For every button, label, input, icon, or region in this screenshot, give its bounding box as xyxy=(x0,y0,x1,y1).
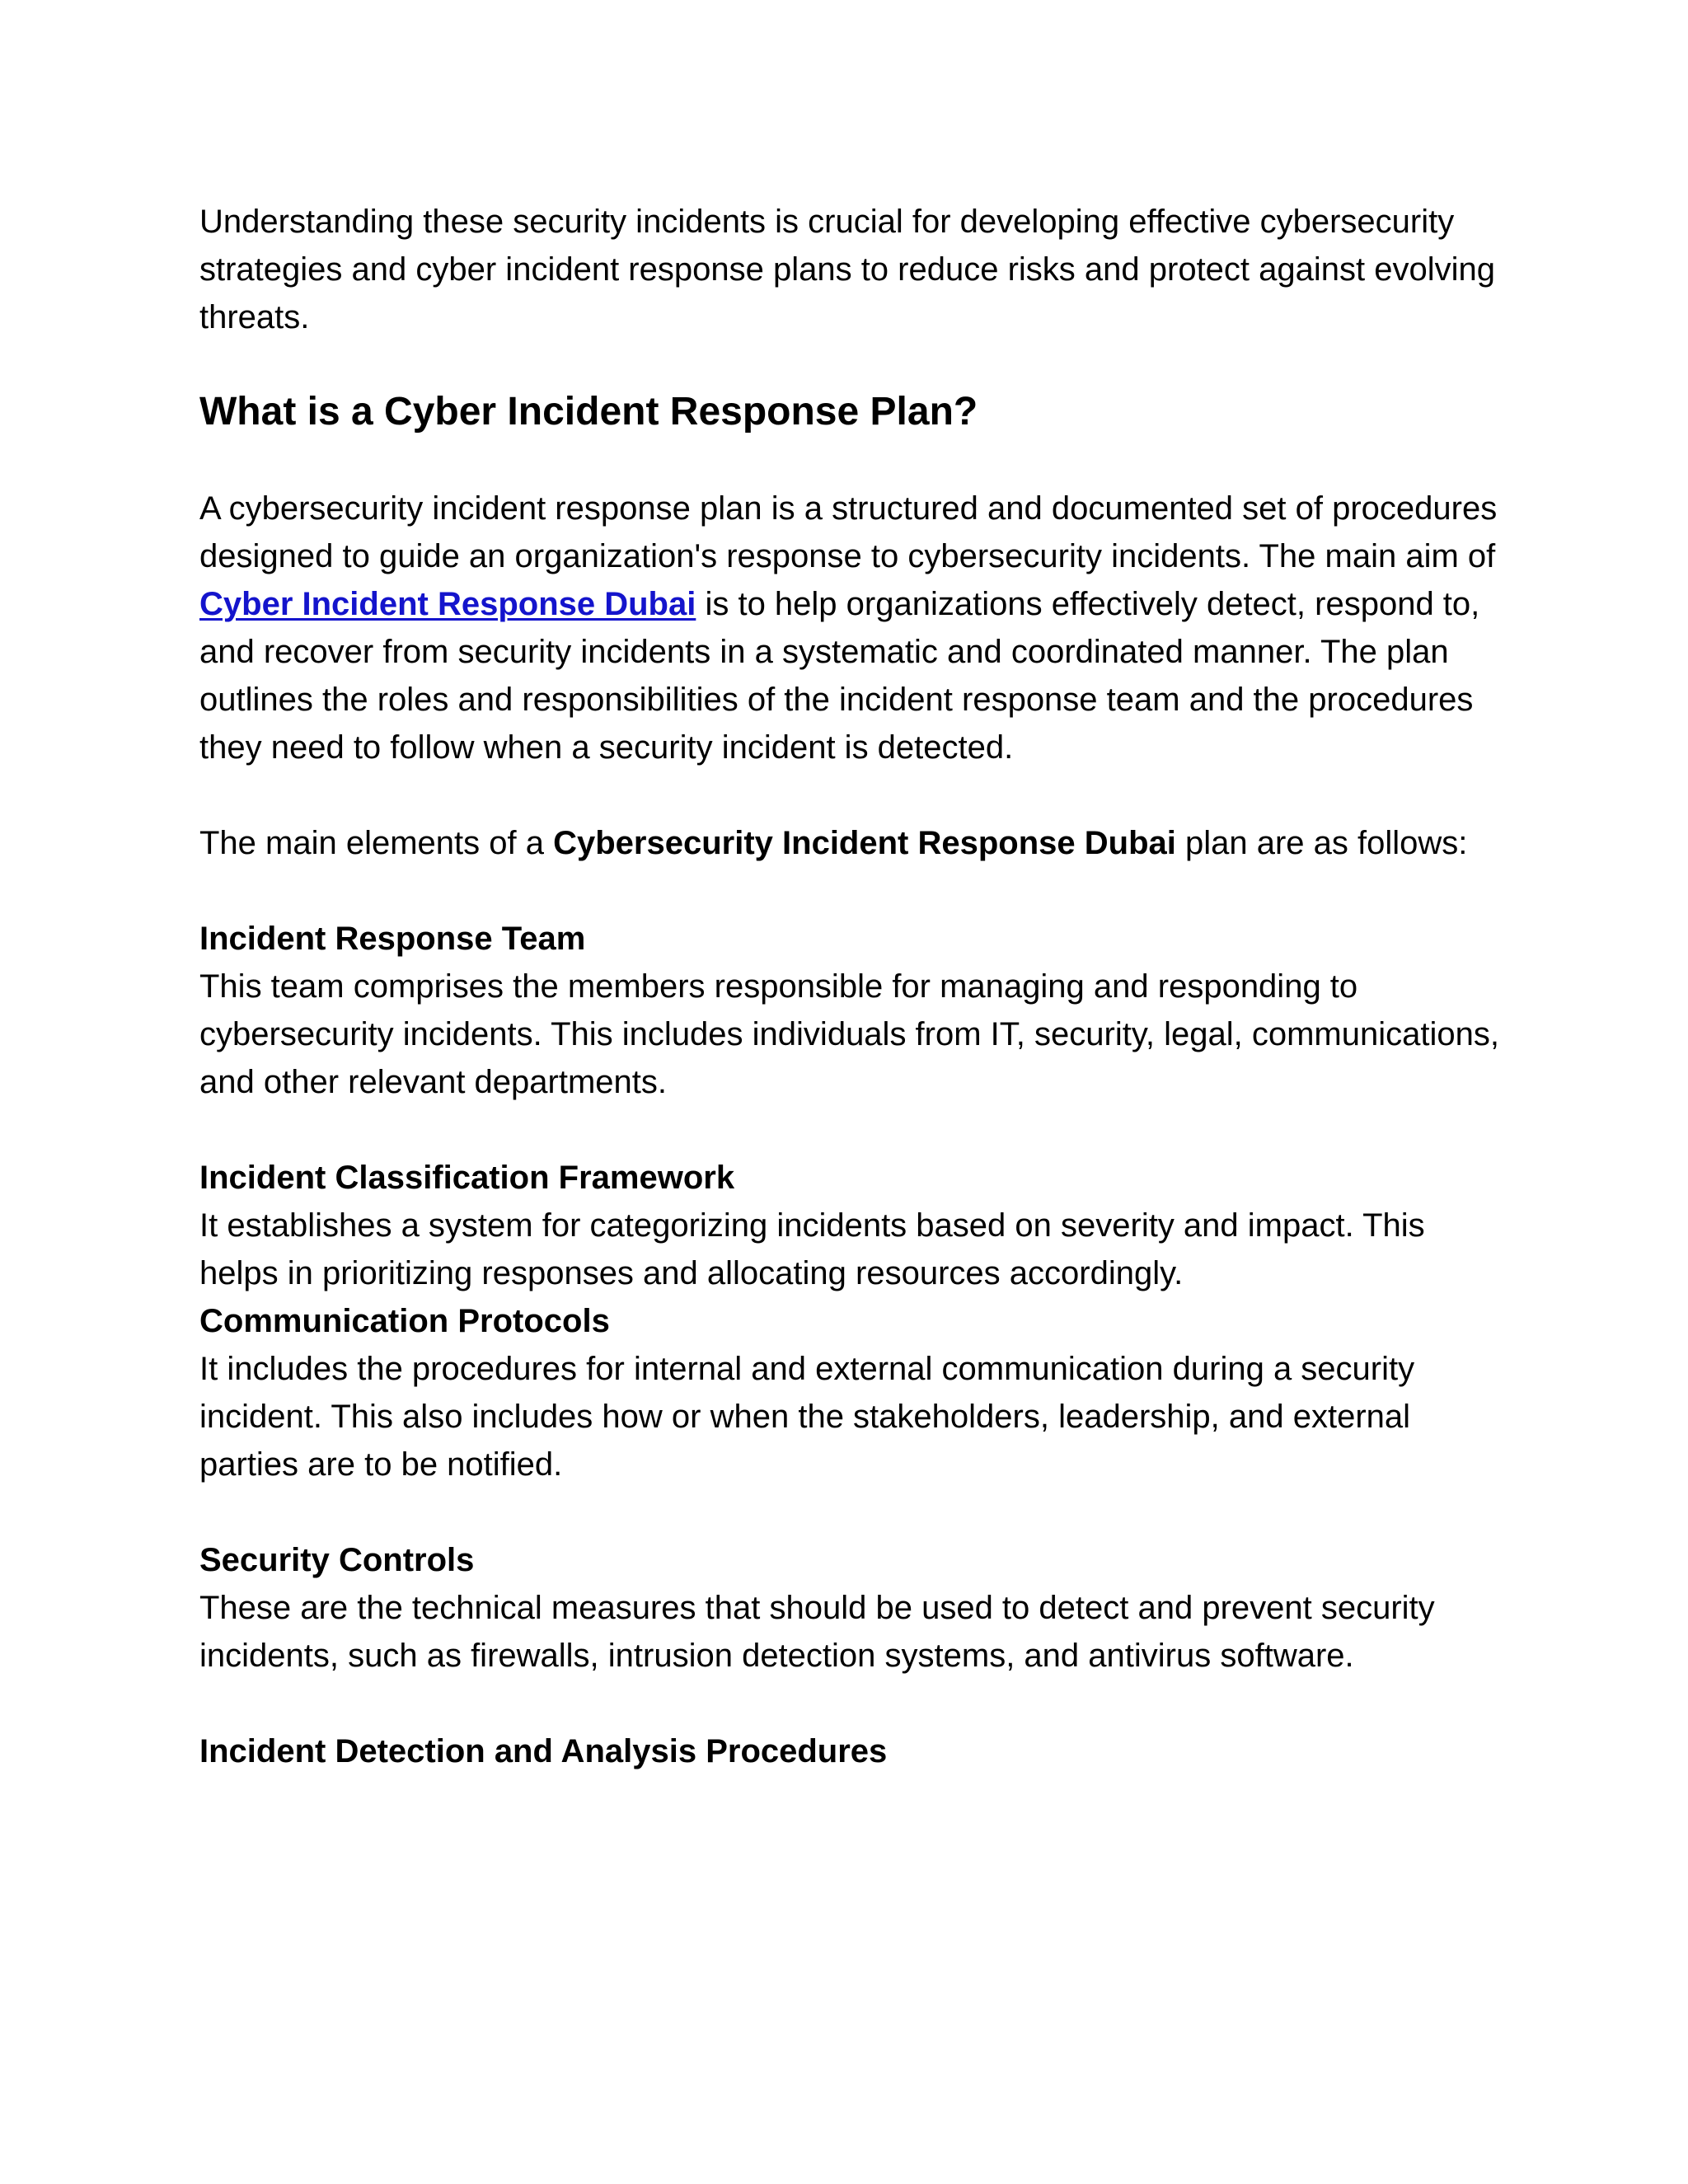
document-page xyxy=(199,198,1502,1775)
section-title-incident-response-team: Incident Response Team xyxy=(199,921,586,957)
section-body-incident-classification-framework: It establishes a system for categorizing incidents based on severity and impact. This helps in prioritizing responses and allocating resources accordingly. xyxy=(199,1207,1425,1291)
intro-paragraph: Understanding these security incidents is crucial for developing effective cybersecurity strategies and cyber incident response plans to reduce risks and protect against evolving threats. xyxy=(199,204,1496,335)
spacer xyxy=(199,1488,1502,1536)
definition-paragraph xyxy=(199,485,1502,771)
spacer xyxy=(199,341,1502,387)
elements-intro-paragraph xyxy=(199,819,1502,867)
spacer xyxy=(199,1106,1502,1154)
cyber-incident-response-dubai-link[interactable]: Cyber Incident Response Dubai xyxy=(199,586,696,622)
section-body-incident-response-team: This team comprises the members responsible for managing and responding to cybersecurity incidents. This includes individuals from IT, security, legal, communications, and other relevant departments. xyxy=(199,968,1499,1100)
section-title-security-controls: Security Controls xyxy=(199,1542,475,1578)
section-heading: What is a Cyber Incident Response Plan? xyxy=(199,390,978,434)
section-title-communication-protocols: Communication Protocols xyxy=(199,1303,610,1339)
definition-text-end: is to help organizations effectively detect, respond to, and recover from security incidents in a systematic and coordinated manner. The plan outlines the roles and responsibilities of the incident response team and the procedures they need to follow when a security incident is detected. xyxy=(199,586,1480,766)
section-body-communication-protocols: It includes the procedures for internal and external communication during a security incident. This also includes how or when the stakeholders, leadership, and external parties are to be notified. xyxy=(199,1351,1415,1483)
section-title-incident-detection-and-analysis: Incident Detection and Analysis Procedures xyxy=(199,1733,888,1769)
spacer xyxy=(199,771,1502,819)
elements-intro-end: plan are as follows: xyxy=(1175,825,1468,861)
section-body-security-controls: These are the technical measures that should be used to detect and prevent security incidents, such as firewalls, intrusion detection systems, and antivirus software. xyxy=(199,1590,1435,1674)
spacer xyxy=(199,437,1502,485)
spacer xyxy=(199,1680,1502,1727)
section-title-incident-classification-framework: Incident Classification Framework xyxy=(199,1160,735,1196)
definition-text-start: A cybersecurity incident response plan is a structured and documented set of procedures designed to guide an organization's response to cybersecurity incidents. The main aim of xyxy=(199,490,1498,574)
elements-intro-start: The main elements of a xyxy=(199,825,554,861)
elements-intro-bold: Cybersecurity Incident Response Dubai xyxy=(553,825,1176,861)
spacer xyxy=(199,867,1502,915)
